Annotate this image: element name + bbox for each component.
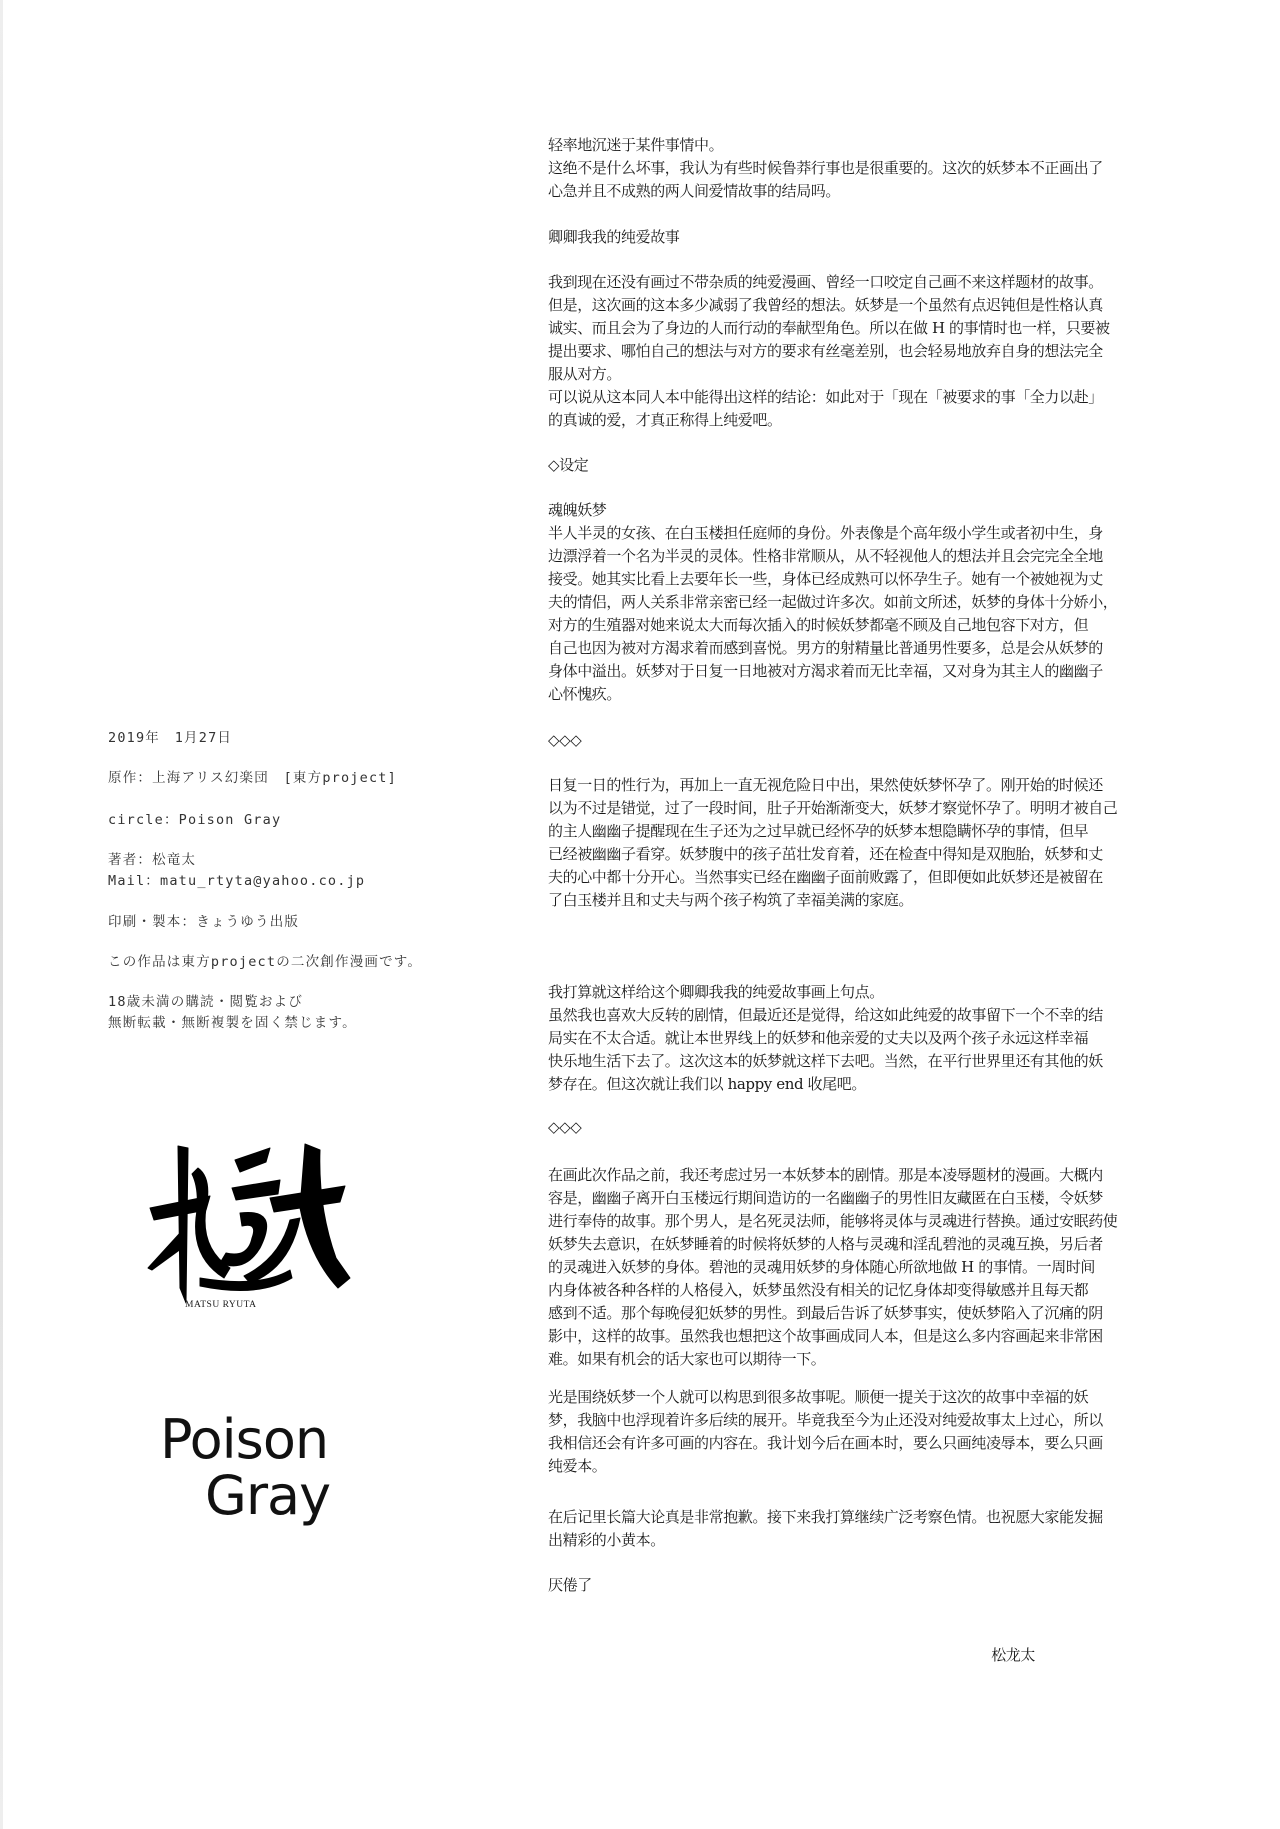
text-line: 出精彩的小黄本。	[548, 1531, 665, 1549]
text-line: 日复一日的性行为，再加上一直无视危险日中出，果然使妖梦怀孕了。刚开始的时候还	[548, 776, 1103, 794]
text-line: 提出要求、哪怕自己的想法与对方的要求有丝毫差别，也会轻易地放弃自身的想法完全	[548, 342, 1103, 360]
text-line: 身体中溢出。妖梦对于日复一日地被对方渴求着而无比幸福，又对身为其主人的幽幽子	[548, 662, 1103, 680]
text-line: 服从对方。	[548, 365, 622, 383]
publication-date: 2019年 1月27日	[108, 730, 233, 746]
text-line: 轻率地沉迷于某件事情中。	[548, 136, 724, 154]
text-line: 快乐地生活下去了。这次这本的妖梦就这样下去吧。当然，在平行世界里还有其他的妖	[548, 1052, 1103, 1070]
circle-logo-line1: Poison	[160, 1408, 329, 1471]
paragraph-closing	[548, 1574, 1048, 1597]
text-line: 我到现在还没有画过不带杂质的纯爱漫画、曾经一口咬定自己画不来这样题材的故事。	[548, 273, 1103, 291]
text-line: ◇设定	[548, 456, 589, 474]
paragraph-apology	[548, 1506, 1103, 1552]
text-line: 感到不适。那个每晚侵犯妖梦的男性。到最后告诉了妖梦事实，使妖梦陷入了沉痛的阴	[548, 1304, 1103, 1322]
text-line: 我打算就这样给这个卿卿我我的纯爱故事画上句点。	[548, 983, 884, 1001]
paragraph-heading-pure-love	[548, 226, 1048, 249]
author: 著者：松竜太	[108, 852, 197, 868]
text-line: 但是，这次画的这本多少减弱了我曾经的想法。妖梦是一个虽然有点迟钝但是性格认真	[548, 296, 1103, 314]
text-line: 接受。她其实比看上去要年长一些，身体已经成熟可以怀孕生子。她有一个被她视为丈	[548, 570, 1103, 588]
text-line: 纯爱本。	[548, 1457, 607, 1475]
text-line: 可以说从这本同人本中能得出这样的结论：如此对于「现在「被要求的事「全力以赴」	[548, 388, 1103, 406]
text-line: ◇◇◇	[548, 1118, 582, 1136]
calligraphy-caption: MATSU RYUTA	[185, 1300, 257, 1310]
text-line: 光是围绕妖梦一个人就可以构思到很多故事呢。顺便一提关于这次的故事中幸福的妖	[548, 1388, 1089, 1406]
text-line: 的主人幽幽子提醒现在生子还为之过早就已经怀孕的妖梦本想隐瞒怀孕的事情，但早	[548, 822, 1089, 840]
text-line: 的真诚的爱，才真正称得上纯爱吧。	[548, 411, 782, 429]
text-line: 局实在不太合适。就让本世界线上的妖梦和他亲爱的丈夫以及两个孩子永远这样幸福	[548, 1029, 1089, 1047]
paragraph-alternate-plot	[548, 1164, 1118, 1371]
text-line: 诚实、而且会为了身边的人而行动的奉献型角色。所以在做 H 的事情时也一样，只要被	[548, 319, 1110, 337]
circle-logo-line2: Gray	[205, 1464, 331, 1527]
text-line: 已经被幽幽子看穿。妖梦腹中的孩子茁壮发育着，还在检查中得知是双胞胎，妖梦和丈	[548, 845, 1103, 863]
text-line: 魂魄妖梦	[548, 501, 607, 519]
text-line: 虽然我也喜欢大反转的剧情，但最近还是觉得，给这如此纯爱的故事留下一个不幸的结	[548, 1006, 1103, 1024]
paragraph-intro	[548, 134, 1103, 203]
text-line: 夫的情侣，两人关系非常亲密已经一起做过许多次。如前文所述，妖梦的身体十分娇小，	[548, 593, 1118, 611]
text-line: 边漂浮着一个名为半灵的灵体。性格非常顺从，从不轻视他人的想法并且会完完全全地	[548, 547, 1103, 565]
text-line: 梦，我脑中也浮现着许多后续的展开。毕竟我至今为止还没对纯爱故事太上过心，所以	[548, 1411, 1103, 1429]
paragraph-setting	[548, 454, 1048, 477]
text-line: 心怀愧疚。	[548, 685, 622, 703]
text-line: 卿卿我我的纯爱故事	[548, 228, 680, 246]
paragraph-divider-1	[548, 729, 1048, 752]
text-line: 自己也因为被对方渴求着而感到喜悦。男方的射精量比普通男性要多，总是会从妖梦的	[548, 639, 1103, 657]
scan-edge	[0, 0, 3, 1829]
text-line: 在后记里长篇大论真是非常抱歉。接下来我打算继续广泛考察色情。也祝愿大家能发掘	[548, 1508, 1103, 1526]
original-work: 原作：上海アリス幻楽団 [東方project]	[108, 770, 397, 786]
paragraph-pure-love	[548, 271, 1110, 432]
age-restriction-1: 18歳未満の購読・閲覧および	[108, 994, 304, 1010]
text-line: 进行奉侍的故事。那个男人，是名死灵法师，能够将灵体与灵魂进行替换。通过安眠药使	[548, 1212, 1118, 1230]
text-line: 心急并且不成熟的两人间爱情故事的结局吗。	[548, 182, 841, 200]
text-line: 在画此次作品之前，我还考虑过另一本妖梦本的剧情。那是本凌辱题材的漫画。大概内	[548, 1166, 1103, 1184]
mail-address: Mail：matu_rtyta@yahoo.co.jp	[108, 873, 366, 889]
paragraph-character	[548, 499, 1118, 706]
text-line: 以为不过是错觉，过了一段时间，肚子开始渐渐变大，妖梦才察觉怀孕了。明明才被自己	[548, 799, 1118, 817]
paragraph-story	[548, 774, 1118, 912]
age-restriction-2: 無断転載・無断複製を固く禁じます。	[108, 1015, 357, 1031]
text-line: 容是，幽幽子离开白玉楼远行期间造访的一名幽幽子的男性旧友藏匿在白玉楼，令妖梦	[548, 1189, 1103, 1207]
text-line: 影中，这样的故事。虽然我也想把这个故事画成同人本，但是这么多内容画起来非常困	[548, 1327, 1103, 1345]
text-line: 松龙太	[991, 1646, 1035, 1664]
paragraph-ending	[548, 981, 1103, 1096]
text-line: 内身体被各种各样的人格侵入，妖梦虽然没有相关的记忆身体却变得敏感并且每天都	[548, 1281, 1089, 1299]
derivative-notice: この作品は東方projectの二次創作漫画です。	[108, 954, 423, 970]
text-line: 厌倦了	[548, 1576, 592, 1594]
text-line: ◇◇◇	[548, 731, 582, 749]
text-line: 梦存在。但这次就让我们以 happy end 收尾吧。	[548, 1075, 866, 1093]
text-line: 妖梦失去意识，在妖梦睡着的时候将妖梦的人格与灵魂和淫乱碧池的灵魂互换，另后者	[548, 1235, 1103, 1253]
text-line: 这绝不是什么坏事，我认为有些时候鲁莽行事也是很重要的。这次的妖梦本不正画出了	[548, 159, 1103, 177]
text-line: 了白玉楼并且和丈夫与两个孩子构筑了幸福美满的家庭。	[548, 891, 914, 909]
paragraph-divider-2	[548, 1116, 1048, 1139]
paragraph-signature	[991, 1644, 1035, 1667]
printing: 印刷・製本：きょうゆう出版	[108, 914, 300, 930]
text-line: 夫的心中都十分开心。当然事实已经在幽幽子面前败露了，但即便如此妖梦还是被留在	[548, 868, 1103, 886]
text-line: 的灵魂进入妖梦的身体。碧池的灵魂用妖梦的身体随心所欲地做 H 的事情。一周时间	[548, 1258, 1096, 1276]
text-line: 半人半灵的女孩、在白玉楼担任庭师的身份。外表像是个高年级小学生或者初中生，身	[548, 524, 1103, 542]
text-line: 我相信还会有许多可画的内容在。我计划今后在画本时，要么只画纯凌辱本，要么只画	[548, 1434, 1103, 1452]
paragraph-more-stories	[548, 1386, 1103, 1478]
circle-name: circle：Poison Gray	[108, 812, 282, 828]
calligraphy-logo	[140, 1138, 360, 1308]
text-line: 难。如果有机会的话大家也可以期待一下。	[548, 1350, 826, 1368]
text-line: 对方的生殖器对她来说太大而每次插入的时候妖梦都毫不顾及自己地包容下对方，但	[548, 616, 1089, 634]
